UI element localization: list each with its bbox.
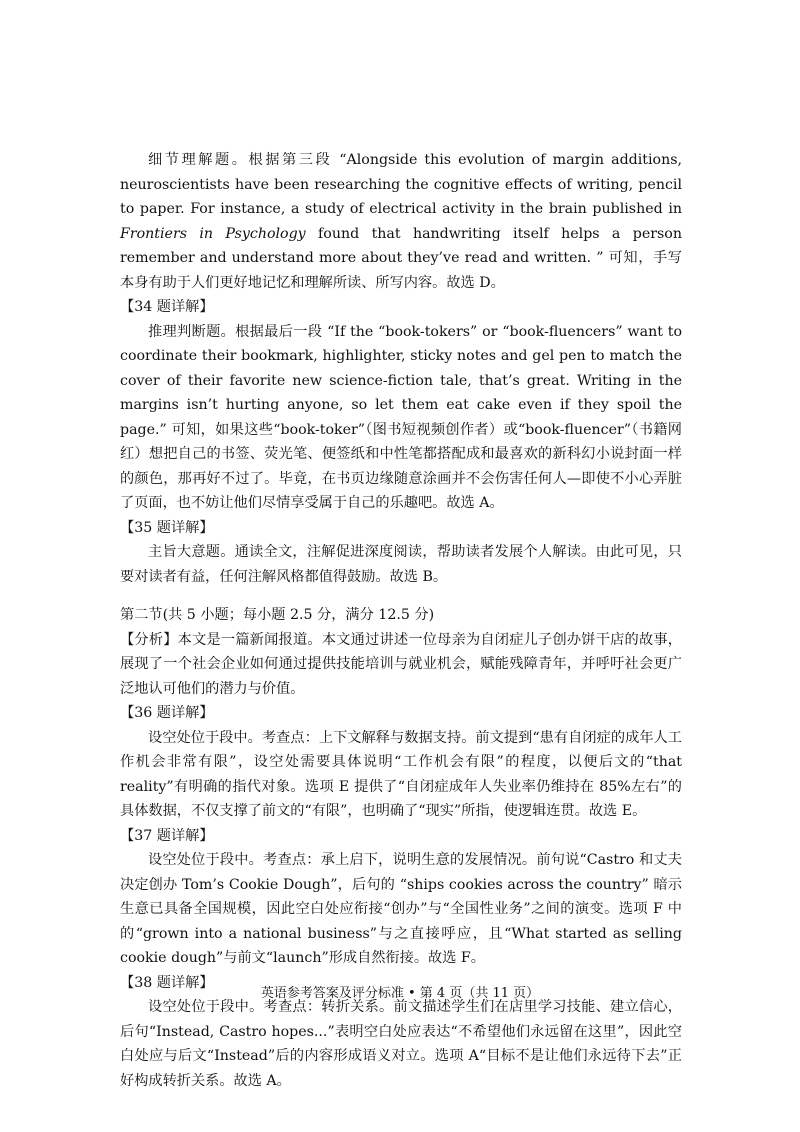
q38-explanation: 设空处位于段中。考查点：转折关系。前文描述学生们在店里学习技能、建立信心，后句“Instead, Castro hopes...”表明空白处应表达“不希望他们永远留在这里”，因此空白处应与后文“Instead”后的内容形成语义对立。选项 A“目标不是让他们永远待下去”正好构成转折关系。故选 A。 bbox=[120, 999, 682, 1089]
section-title: 第二节(共 5 小题；每小题 2.5 分，满分 12.5 分) bbox=[120, 607, 435, 623]
q35-explanation: 主旨大意题。通读全文，注解促进深度阅读，帮助读者发展个人解读。由此可见，只要对读者有益，任何注解风格都值得鼓励。故选 B。 bbox=[120, 544, 682, 585]
q34-heading: 【34 题详解】 bbox=[120, 299, 214, 315]
q36-heading: 【36 题详解】 bbox=[120, 705, 214, 721]
q38-heading: 【38 题详解】 bbox=[120, 974, 214, 991]
q37-explanation: 设空处位于段中。考查点：承上启下，说明生意的发展情况。前句说“Castro 和丈夫决定创办 Tom’s Cookie Dough”，后句的 “ships cookies across the country” 暗示生意已具备全国规模，因此空白处应衔接“创办”与“全国性业务”之间的演变。选项 F 中的“grown into a national business”与之直接呼应，且“What started as selling cookie dough”与前文“launch”形成自然衔接。故选 F。 bbox=[120, 852, 682, 966]
page-footer: 英语参考答案及评分标准 • 第 4 页（共 11 页） bbox=[260, 986, 540, 1001]
q34-explanation: 推理判断题。根据最后一段 “If the “book-tokers” or “book-fluencers” want to coordinate their bookmark, highlighter, sticky notes and gel pen to match the cover of their favorite new science-fiction tale, that’s great. Writing in the margins isn’t hurting anyone, so let them eat cake even if they spoil the page.” 可知，如果这些“book-toker”（图书短视频创作者）或“book-fluencer”（书籍网红）想把自己的书签、荧光笔、便签纸和中性笔都搭配成和最喜欢的新科幻小说封面一样的颜色，那再好不过了。毕竟，在书页边缘随意涂画并不会伤害任何人—即使不小心弄脏了页面，也不妨让他们尽情享受属于自己的乐趣吧。故选 A。 bbox=[120, 323, 682, 511]
q33-text-before: 细节理解题。根据第三段 “Alongside this evolution of margin additions, neuroscientists have been researching the cognitive effects of writing, pencil to paper. For instance, a study of electrical activity in the brain published in bbox=[120, 152, 682, 217]
passage-analysis: 【分析】本文是一篇新闻报道。本文通过讲述一位母亲为自闭症儿子创办饼干店的故事，展现了一个社会企业如何通过提供技能培训与就业机会，赋能残障青年，并呼吁社会更广泛地认可他们的潜力与价值。 bbox=[120, 631, 682, 697]
q35-heading: 【35 题详解】 bbox=[120, 519, 214, 536]
journal-title: Frontiers in Psychology bbox=[120, 225, 306, 242]
q33-explanation bbox=[120, 148, 682, 295]
q33-text-after: found that handwriting itself helps a person remember and understand more about they’ve read and written. ” 可知，手写本身有助于人们更好地记忆和理解所读、所写内容。故选 D。 bbox=[120, 225, 682, 291]
answer-document bbox=[120, 148, 682, 1093]
q36-explanation: 设空处位于段中。考查点：上下文解释与数据支持。前文提到“患有自闭症的成年人工作机会非常有限”，设空处需要具体说明“工作机会有限”的程度，以便后文的“that reality”有明确的指代对象。选项 E 提供了“自闭症成年人失业率仍维持在 85%左右”的具体数据，不仅支撑了前文的“有限”，也明确了“现实”所指，使逻辑连贯。故选 E。 bbox=[120, 729, 682, 819]
q37-heading: 【37 题详解】 bbox=[120, 827, 214, 844]
